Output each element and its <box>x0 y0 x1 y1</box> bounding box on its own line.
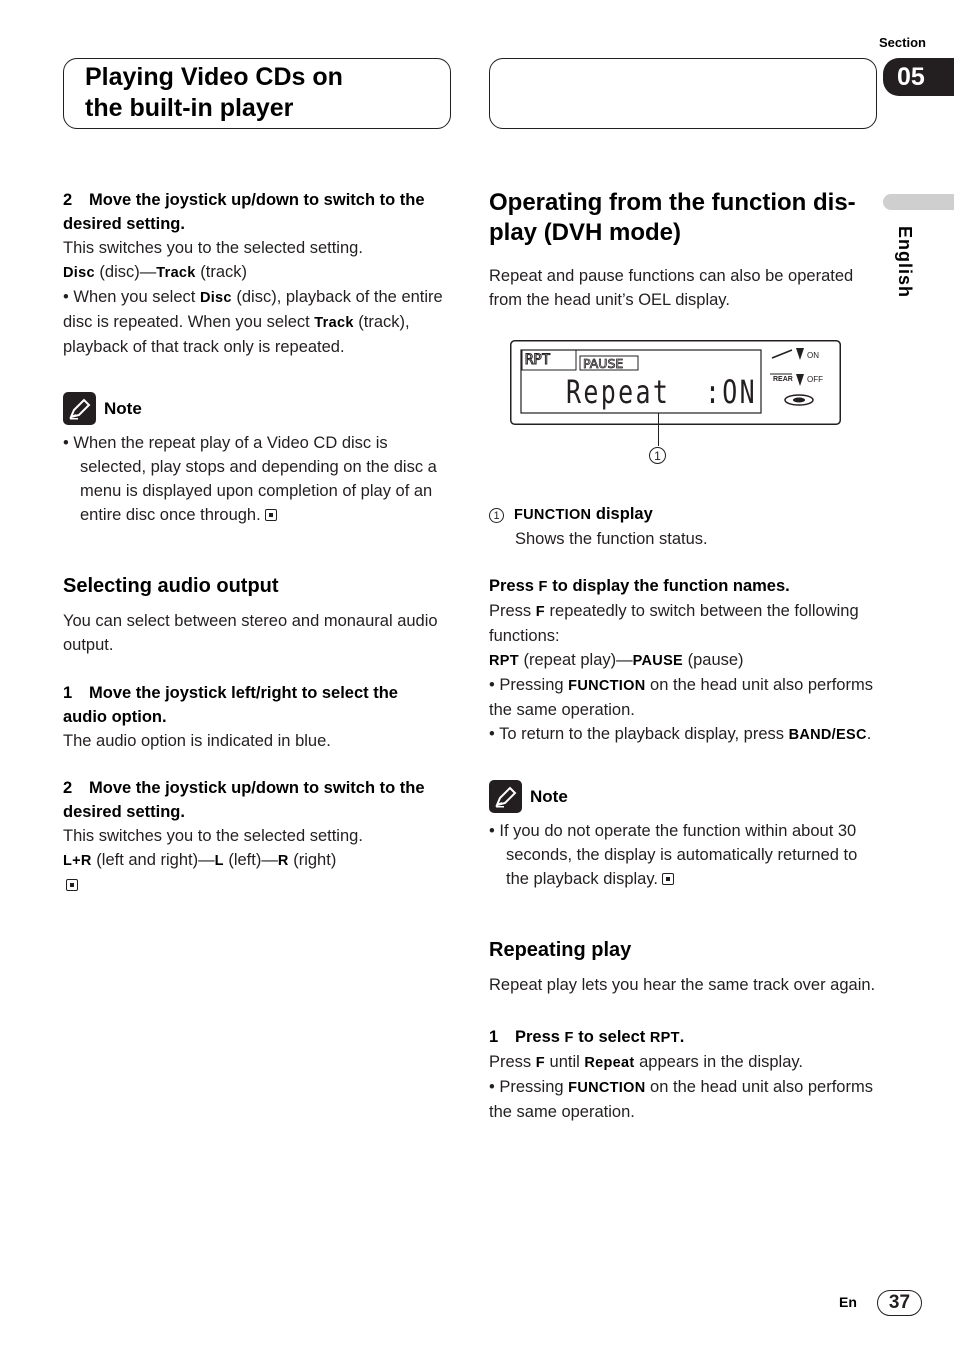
repeating-play-intro: Repeat play lets you hear the same track over again. <box>489 976 876 994</box>
footer-lang: En <box>839 1294 857 1310</box>
callout-description: Shows the function status. <box>515 530 708 548</box>
function-intro: Repeat and pause functions can also be operated from the head unit’s OEL display. <box>489 267 854 309</box>
note-label: Note <box>104 398 142 418</box>
note-text: • When the repeat play of a Video CD disc is selected, play stops and depending on the disc a menu is displayed upon completion of play of an entire disc once through. <box>63 434 437 524</box>
section-number: 05 <box>897 62 925 91</box>
chapter-title-line1: Playing Video CDs on <box>85 63 343 91</box>
step-2-body-b: This switches you to the selected setting. <box>63 827 363 845</box>
page-number: 37 <box>877 1290 922 1316</box>
left-column <box>63 188 445 897</box>
end-mark-icon <box>265 509 277 521</box>
empty-header-box <box>489 58 877 129</box>
bullet-function-2: • Pressing FUNCTION on the head unit also performs the same operation. <box>489 1078 873 1121</box>
function-display-heading: Operating from the function dis- play (DVH mode) <box>489 189 856 246</box>
disc-track-options: Disc (disc)—Track (track) <box>63 263 248 281</box>
step-1-instruction: 1 Move the joystick left/right to select the audio option. <box>63 684 398 726</box>
audio-intro: You can select between stereo and monaural audio output. <box>63 612 438 654</box>
step-2-instruction <box>63 188 445 236</box>
end-mark-icon <box>662 873 674 885</box>
keyword-disc: Disc <box>63 265 95 281</box>
chapter-title-line2: the built-in player <box>85 94 294 122</box>
press-f-heading: Press F to display the function names. <box>489 577 790 595</box>
section-label: Section <box>879 35 926 50</box>
repeating-play-heading: Repeating play <box>489 939 632 961</box>
on-indicator: ON <box>807 351 819 360</box>
pause-indicator: PAUSE <box>583 356 624 371</box>
step-1-body: The audio option is indicated in blue. <box>63 732 331 750</box>
audio-output-heading: Selecting audio output <box>63 575 279 597</box>
off-indicator: OFF <box>807 375 823 384</box>
language-tab <box>883 194 954 210</box>
note-heading <box>63 392 445 425</box>
press-f-body: Press F repeatedly to switch between the following functions: <box>489 602 859 645</box>
right-column-lower <box>489 502 877 1124</box>
lr-options: L+R (left and right)—L (left)—R (right) <box>63 851 337 869</box>
end-mark-icon <box>66 879 78 891</box>
keyword-track: Track <box>156 265 196 281</box>
note-heading-right: Note <box>489 780 877 813</box>
bullet-band-esc: • To return to the playback display, press BAND/ESC. <box>489 725 872 743</box>
step-1-press-f-body: Press F until Repeat appears in the display. <box>489 1053 803 1071</box>
pencil-note-icon <box>63 392 96 425</box>
rpt-indicator: RPT <box>525 352 551 368</box>
rpt-pause-options: RPT (repeat play)—PAUSE (pause) <box>489 651 744 669</box>
right-column <box>489 188 877 312</box>
step-1-press-f: 1 Press F to select RPT. <box>489 1028 685 1046</box>
chapter-title-box <box>63 58 451 129</box>
step-text: Move the joystick up/down to switch to the desired setting. <box>63 191 425 233</box>
callout-caption: 1 FUNCTION display <box>489 502 877 527</box>
bullet-disc-track: • When you select Disc (disc), playback of the entire disc is repeated. When you select Track (track), playback of that track only is repeated. <box>63 288 443 356</box>
callout-marker: 1 <box>649 447 666 464</box>
oel-display-illustration <box>510 340 841 425</box>
pencil-note-icon <box>489 780 522 813</box>
step-number: 2 <box>63 191 73 209</box>
bullet-function: • Pressing FUNCTION on the head unit also performs the same operation. <box>489 676 873 719</box>
step-2-instruction-b: 2 Move the joystick up/down to switch to the desired setting. <box>63 779 425 821</box>
language-label: English <box>895 226 915 299</box>
step-body: This switches you to the selected setting. <box>63 239 363 257</box>
section-number-tab <box>883 58 954 96</box>
display-main-text: Repeat :ON <box>566 373 758 411</box>
rear-indicator: REAR <box>773 376 793 383</box>
callout-line <box>658 413 659 446</box>
note-text-right: • If you do not operate the function within about 30 seconds, the display is automatically returned to the playback display. <box>489 822 858 888</box>
